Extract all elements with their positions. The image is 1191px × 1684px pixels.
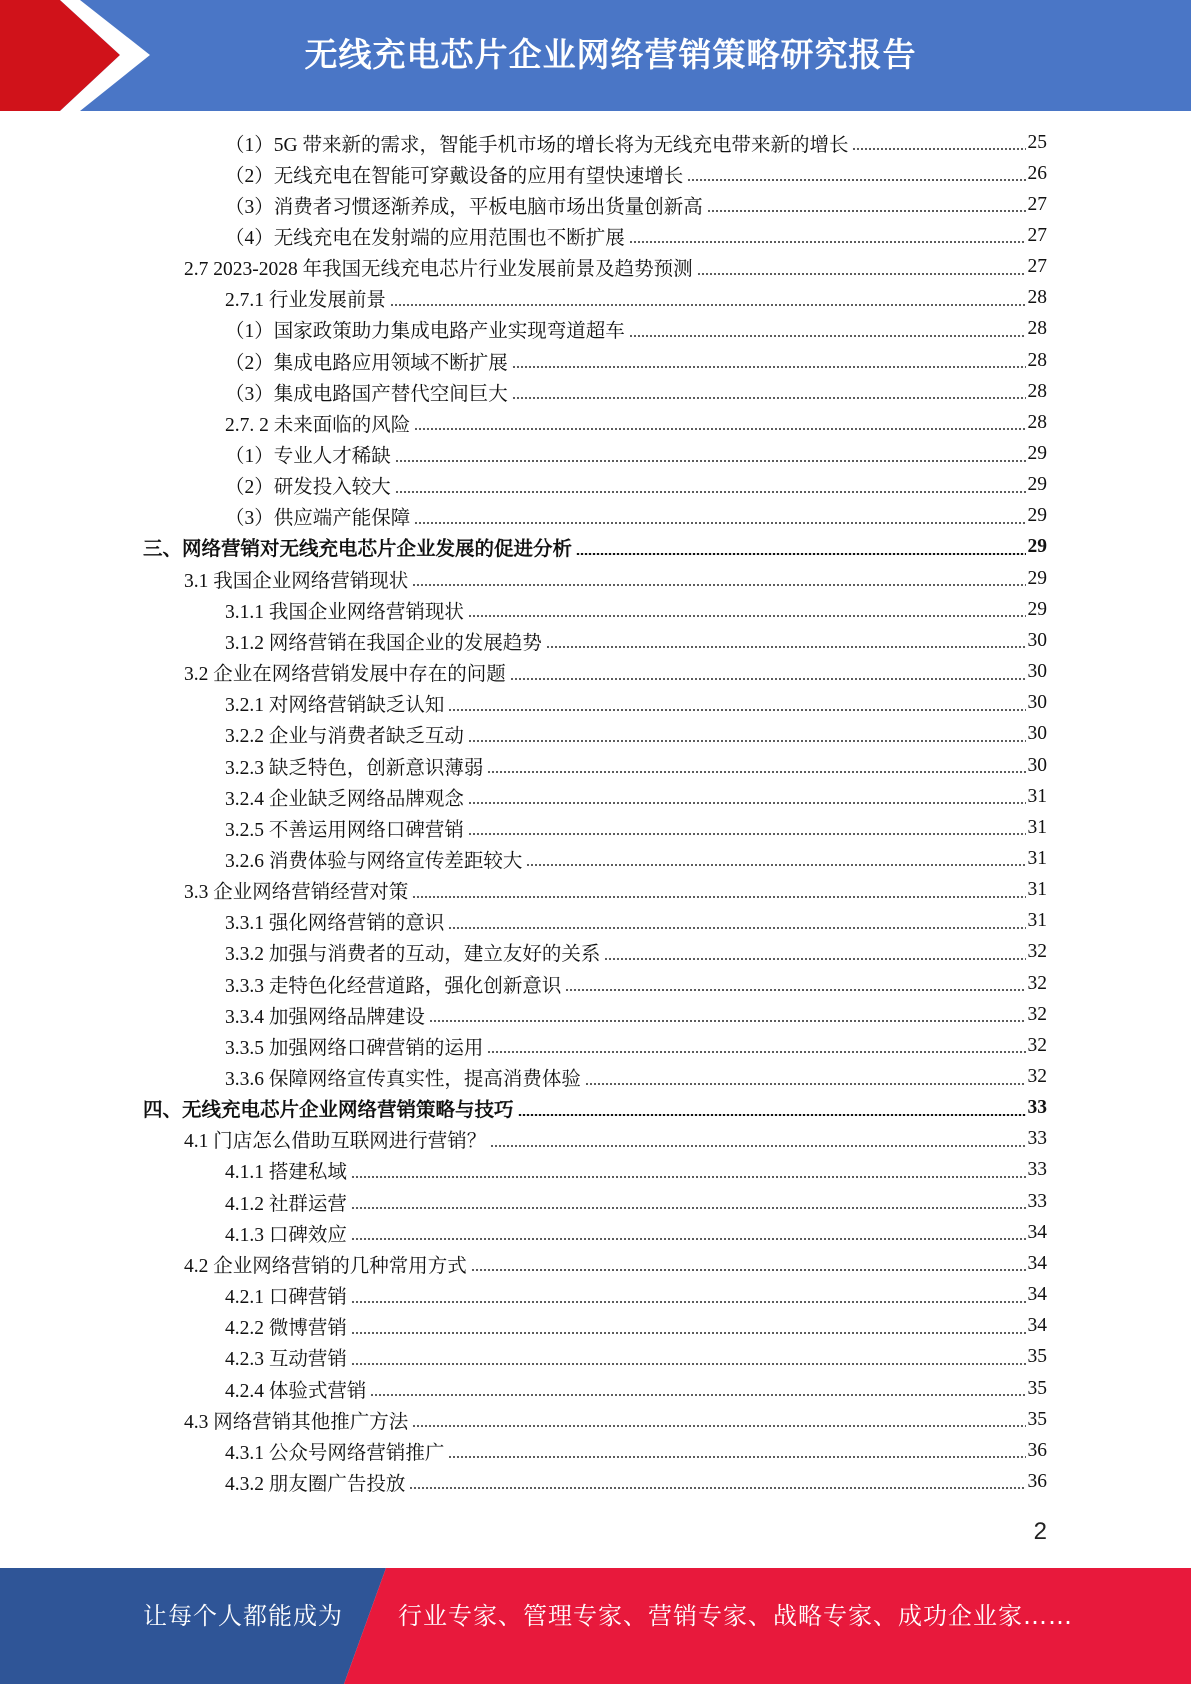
toc-entry-label: 3.2 企业在网络营销发展中存在的问题 [184,664,506,686]
toc-entry-label: 3.3.4 加强网络品牌建设 [225,1006,425,1028]
toc-entry-label: 3.2.6 消费体验与网络宣传差距较大 [225,850,523,872]
toc-entry-label: （2）集成电路应用领域不断扩展 [225,352,508,374]
toc-dot-leader [707,210,1026,212]
toc-entry[interactable] [184,252,1047,283]
toc-entry-label: （3）集成电路国产替代空间巨大 [225,383,508,405]
toc-dot-leader [351,1238,1026,1240]
toc-entry-label: 3.2.3 缺乏特色，创新意识薄弱 [225,757,484,779]
toc-entry-label: 4.1.1 搭建私域 [225,1162,347,1184]
toc-entry[interactable] [225,439,1047,470]
toc-entry-page: 27 [1027,256,1047,278]
toc-entry-label: 三、网络营销对无线充电芯片企业发展的促进分析 [143,539,573,561]
toc-entry[interactable] [225,1435,1047,1466]
toc-entry-label: （2）研发投入较大 [225,477,391,499]
toc-entry-label: 3.2.5 不善运用网络口碑营销 [225,819,464,841]
toc-entry-page: 29 [1027,443,1047,464]
toc-entry-label: 4.2.1 口碑营销 [225,1287,347,1309]
toc-entry-label: （4）无线充电在发射端的应用范围也不断扩展 [225,227,625,249]
toc-entry-label: （1）国家政策助力集成电路产业实现弯道超车 [225,321,625,343]
header-arrow-decoration [0,0,150,111]
toc-entry[interactable] [225,937,1047,968]
toc-entry-page: 29 [1027,505,1047,527]
toc-entry-label: 3.3.2 加强与消费者的互动，建立友好的关系 [225,944,601,966]
toc-dot-leader [512,397,1026,399]
toc-entry[interactable] [225,1466,1047,1497]
toc-entry[interactable] [225,376,1047,407]
toc-dot-leader [565,989,1025,991]
toc-entry-label: （1）专业人才稀缺 [225,446,391,467]
toc-entry[interactable] [225,688,1047,719]
toc-dot-leader [395,460,1026,462]
toc-entry-label: 3.1.1 我国企业网络营销现状 [225,601,464,623]
toc-entry-label: （2）无线充电在智能可穿戴设备的应用有望快速增长 [225,165,684,187]
toc-dot-leader [351,1301,1026,1303]
toc-entry-page: 27 [1027,224,1047,246]
toc-dot-leader [852,148,1025,150]
toc-dot-leader [490,1145,1025,1147]
toc-entry-page: 32 [1027,1066,1047,1087]
toc-entry[interactable] [225,189,1047,220]
toc-entry[interactable] [143,532,1047,563]
toc-entry-label: 3.3.1 强化网络营销的意识 [225,913,445,935]
toc-entry-page: 31 [1027,879,1047,901]
toc-entry[interactable] [184,1124,1047,1155]
toc-dot-leader [351,1207,1026,1209]
footer-slogan: 让每个人都能成为 [143,1602,343,1630]
toc-dot-leader [697,273,1026,275]
toc-entry-page: 28 [1027,349,1047,371]
toc-entry-page: 29 [1027,567,1047,589]
toc-entry-page: 30 [1027,692,1047,714]
toc-entry-page: 31 [1027,785,1047,807]
toc-entry-label: 四、无线充电芯片企业网络营销策略与技巧 [143,1100,514,1122]
toc-entry-page: 36 [1027,1470,1047,1492]
toc-dot-leader [370,1394,1025,1396]
toc-entry-page: 27 [1027,193,1047,215]
toc-dot-leader [687,179,1025,181]
toc-entry[interactable] [225,1030,1047,1061]
toc-entry[interactable] [225,750,1047,781]
toc-dot-leader [629,241,1026,243]
toc-entry-page: 34 [1027,1284,1047,1306]
toc-entry-label: 4.3 网络营销其他推广方法 [184,1411,409,1433]
toc-dot-leader [510,678,1026,680]
toc-dot-leader [629,335,1026,337]
toc-entry[interactable] [225,158,1047,189]
toc-entry[interactable] [184,657,1047,688]
toc-entry-label: （1）5G 带来新的需求，智能手机市场的增长将为无线充电带来新的增长 [225,134,849,156]
toc-entry-label: 3.3.5 加强网络口碑营销的运用 [225,1037,484,1059]
toc-entry[interactable] [225,594,1047,625]
toc-entry[interactable] [225,1342,1047,1373]
toc-entry-page: 34 [1027,1315,1047,1337]
toc-dot-leader [546,646,1026,648]
toc-entry[interactable] [225,345,1047,376]
page-header [0,0,1191,111]
toc-entry-page: 31 [1027,847,1047,869]
toc-entry[interactable] [225,1186,1047,1217]
toc-entry-page: 35 [1027,1346,1047,1368]
toc-dot-leader [576,553,1025,555]
toc-entry-page: 25 [1027,131,1047,153]
toc-dot-leader [487,771,1025,773]
toc-entry-label: 4.3.1 公众号网络营销推广 [225,1442,445,1464]
toc-entry-label: 4.1 门店怎么借助互联网进行营销？ [184,1131,487,1153]
toc-entry-label: 3.1.2 网络营销在我国企业的发展趋势 [225,632,542,654]
toc-entry[interactable] [225,812,1047,843]
toc-entry[interactable] [225,1155,1047,1186]
toc-entry[interactable] [225,781,1047,812]
toc-entry[interactable] [225,1062,1047,1093]
toc-dot-leader [518,1114,1026,1116]
toc-entry[interactable] [225,127,1047,158]
toc-dot-leader [412,584,1025,586]
toc-dot-leader [468,833,1026,835]
toc-entry-page: 30 [1027,754,1047,776]
toc-entry-label: 3.3.6 保障网络宣传真实性，提高消费体验 [225,1069,581,1090]
toc-entry[interactable] [225,283,1047,314]
page-number: 2 [1033,1518,1047,1545]
toc-entry-page: 30 [1027,723,1047,745]
toc-entry-label: 4.3.2 朋友圈广告投放 [225,1473,406,1495]
toc-entry-page: 29 [1027,598,1047,620]
toc-dot-leader [390,304,1026,306]
toc-entry-page: 28 [1027,411,1047,433]
toc-entry-label: 3.2.2 企业与消费者缺乏互动 [225,726,464,748]
toc-entry[interactable] [143,1093,1047,1124]
toc-entry-label: 4.2.2 微博营销 [225,1318,347,1340]
toc-entry-page: 33 [1027,1159,1047,1181]
toc-entry-page: 33 [1027,1097,1047,1119]
toc-entry-page: 32 [1027,941,1047,963]
toc-entry-page: 26 [1027,162,1047,184]
toc-entry[interactable] [225,843,1047,874]
toc-entry-page: 36 [1027,1439,1047,1461]
toc-entry-label: 3.2.1 对网络营销缺乏认知 [225,695,445,717]
toc-entry-label: 4.2.4 体验式营销 [225,1380,367,1402]
toc-entry-label: 2.7.1 行业发展前景 [225,290,386,312]
toc-entry-page: 32 [1027,972,1047,994]
toc-entry[interactable] [225,1311,1047,1342]
toc-entry[interactable] [184,1248,1047,1279]
toc-dot-leader [585,1083,1026,1085]
toc-entry[interactable] [225,1373,1047,1404]
toc-entry[interactable] [225,999,1047,1030]
toc-entry-label: 3.3.3 走特色化经营道路，强化创新意识 [225,975,562,997]
toc-entry-label: 2.7. 2 未来面临的风险 [225,414,411,436]
toc-entry-page: 35 [1027,1377,1047,1399]
toc-entry[interactable] [184,875,1047,906]
toc-dot-leader [412,1425,1025,1427]
toc-entry[interactable] [225,470,1047,501]
toc-dot-leader [468,740,1026,742]
toc-entry-label: 4.1.2 社群运营 [225,1193,347,1215]
toc-entry-page: 31 [1027,910,1047,932]
toc-dot-leader [512,366,1026,368]
toc-dot-leader [604,958,1025,960]
toc-dot-leader [487,1051,1025,1053]
toc-dot-leader [448,927,1025,929]
toc-entry-page: 32 [1027,1003,1047,1025]
toc-entry-page: 34 [1027,1221,1047,1243]
toc-entry-page: 30 [1027,629,1047,651]
toc-dot-leader [395,491,1026,493]
toc-entry-page: 34 [1027,1252,1047,1274]
toc-entry[interactable] [225,220,1047,251]
toc-entry-page: 28 [1027,380,1047,402]
toc-entry[interactable] [225,501,1047,532]
toc-entry[interactable] [225,314,1047,345]
toc-entry[interactable] [225,1217,1047,1248]
toc-entry-page: 29 [1027,536,1047,558]
toc-dot-leader [351,1363,1026,1365]
toc-entry[interactable] [225,906,1047,937]
toc-entry-label: （3）消费者习惯逐渐养成，平板电脑市场出货量创新高 [225,196,703,218]
toc-dot-leader [412,896,1025,898]
toc-entry-page: 35 [1027,1408,1047,1430]
toc-entry[interactable] [225,968,1047,999]
toc-entry-page: 32 [1027,1034,1047,1056]
toc-entry-page: 33 [1027,1128,1047,1150]
toc-dot-leader [351,1332,1026,1334]
toc-dot-leader [414,428,1025,430]
toc-entry[interactable] [225,407,1047,438]
toc-dot-leader [429,1020,1026,1022]
toc-entry-page: 31 [1027,816,1047,838]
toc-entry-page: 29 [1027,474,1047,496]
toc-dot-leader [414,522,1025,524]
toc-entry-label: 3.1 我国企业网络营销现状 [184,570,409,592]
toc-entry-label: 3.2.4 企业缺乏网络品牌观念 [225,788,464,810]
toc-entry[interactable] [225,625,1047,656]
toc-entry-page: 28 [1027,287,1047,309]
toc-entry-label: 2.7 2023-2028 年我国无线充电芯片行业发展前景及趋势预测 [184,259,693,281]
toc-entry-page: 33 [1027,1190,1047,1212]
toc-dot-leader [468,615,1026,617]
toc-entry-page: 30 [1027,661,1047,683]
toc-dot-leader [448,1456,1025,1458]
toc-entry-page: 28 [1027,318,1047,340]
toc-entry[interactable] [225,719,1047,750]
toc-entry-label: 3.3 企业网络营销经营对策 [184,882,409,904]
toc-dot-leader [471,1269,1026,1271]
toc-entry-label: 4.1.3 口碑效应 [225,1224,347,1246]
toc-entry[interactable] [184,1404,1047,1435]
toc-entry-label: 4.2 企业网络营销的几种常用方式 [184,1255,467,1277]
toc-dot-leader [468,802,1026,804]
toc-entry-label: 4.2.3 互动营销 [225,1349,347,1371]
footer-roles: 行业专家、管理专家、营销专家、战略专家、成功企业家…… [398,1602,1073,1630]
toc-entry-label: （3）供应端产能保障 [225,508,411,530]
report-title: 无线充电芯片企业网络营销策略研究报告 [304,34,917,74]
toc-dot-leader [448,709,1025,711]
toc-entry[interactable] [225,1280,1047,1311]
toc-dot-leader [351,1176,1026,1178]
toc-entry[interactable] [184,563,1047,594]
toc-dot-leader [409,1487,1025,1489]
toc-dot-leader [526,864,1025,866]
